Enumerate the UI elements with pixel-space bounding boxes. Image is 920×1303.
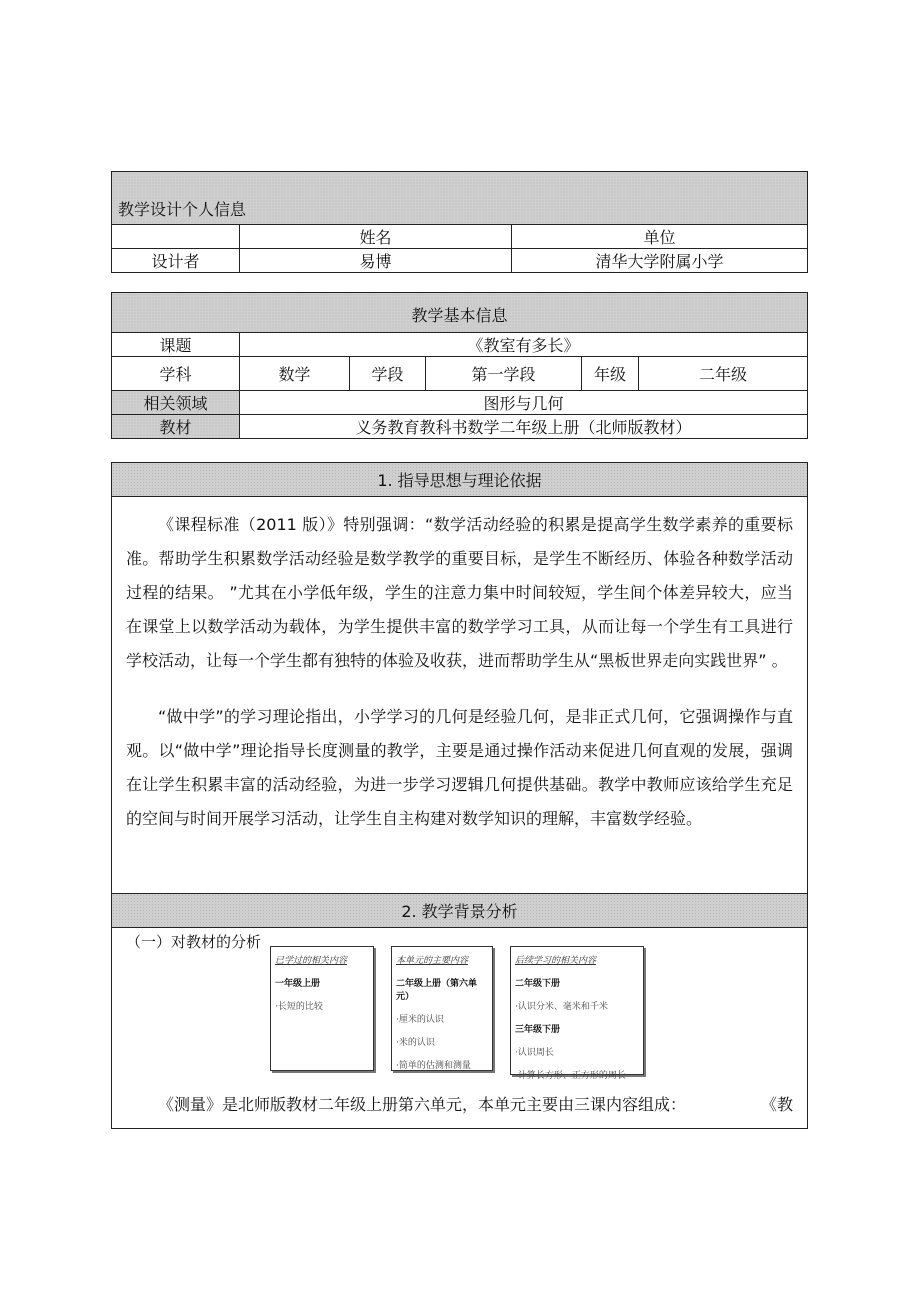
basic-info-header: 教学基本信息 bbox=[112, 293, 808, 333]
unit-content-item: ·厘米的认识 bbox=[396, 1015, 444, 1025]
topic-label: 课题 bbox=[112, 333, 240, 357]
future-content-grade: 二年级下册 bbox=[515, 979, 561, 989]
unit-column-header: 单位 bbox=[512, 225, 808, 249]
designer-unit: 清华大学附属小学 bbox=[512, 249, 808, 273]
prior-content-box bbox=[270, 946, 374, 1071]
section1-paragraph-1: 《课程标准（2011 版）》特别强调：“数学活动经验的积累是提高学生数学素养的重要标准。帮助学生积累数学活动经验是数学教学的重要目标，是学生不断经历、体验各种数学活动过程的结果。 ”尤其在小学低年级，学生的注意力集中时间较短，学生间个体差异较大，应当在课堂上以数学活动为载体，为学生提供丰富的数学学习工具，从而让每一个学生有工具进行学校活动，让每一个学生都有独特的体验及收获，进而帮助学生从“黑板世界走向实践世界” 。 bbox=[126, 515, 793, 670]
unit-content-item: ·简单的估测和测量 bbox=[396, 1061, 471, 1071]
unit-content-title: 本单元的主要内容 bbox=[396, 956, 469, 966]
section2-header: 2. 教学背景分析 bbox=[112, 893, 807, 928]
unit-content-box bbox=[391, 946, 493, 1071]
grade-label: 年级 bbox=[582, 357, 639, 391]
future-content-title: 后续学习的相关内容 bbox=[515, 956, 597, 966]
future-content-box bbox=[510, 946, 644, 1081]
prior-content-grade: 一年级上册 bbox=[275, 979, 321, 989]
future-content-item: ·认识分米、毫米和千米 bbox=[515, 1002, 608, 1012]
unit-content-item: ·米的认识 bbox=[396, 1038, 435, 1048]
subject-label: 学科 bbox=[112, 357, 240, 391]
teaching-design-sections bbox=[111, 462, 808, 1129]
stage-label: 学段 bbox=[350, 357, 426, 391]
stage-value: 第一学段 bbox=[426, 357, 582, 391]
future-content-item: ·计算长方形、正方形的周长 bbox=[515, 1071, 626, 1081]
section2-paragraph-text: 《测量》是北师版教材二年级上册第六单元，本单元主要由三课内容组成： bbox=[158, 1095, 687, 1114]
domain-label: 相关领域 bbox=[112, 391, 240, 415]
personal-info-header: 教学设计个人信息 bbox=[112, 172, 808, 225]
grade-value: 二年级 bbox=[639, 357, 808, 391]
textbook-label: 教材 bbox=[112, 415, 240, 439]
unit-content-grade: 二年级上册（第六单元） bbox=[396, 979, 478, 1002]
section2-paragraph-continuation: 《教 bbox=[760, 1095, 793, 1114]
prior-content-title: 已学过的相关内容 bbox=[275, 956, 348, 966]
personal-info-table bbox=[111, 171, 808, 273]
subsection-textbook-analysis: （一）对教材的分析 bbox=[126, 933, 262, 951]
section2-paragraph bbox=[126, 1093, 793, 1117]
section1-paragraph-2: “做中学”的学习理论指出，小学学习的几何是经验几何，是非正式几何，它强调操作与直观。以“做中学”理论指导长度测量的教学，主要是通过操作活动来促进几何直观的发展，强调在让学生积累丰富的活动经验，为进一步学习逻辑几何提供基础。教学中教师应该给学生充足的空间与时间开展学习活动，让学生自主构建对数学知识的理解，丰富数学经验。 bbox=[126, 707, 793, 828]
subject-value: 数学 bbox=[240, 357, 350, 391]
section-guiding-thought bbox=[112, 463, 807, 836]
future-content-item: ·认识周长 bbox=[515, 1048, 554, 1058]
topic-value: 《教室有多长》 bbox=[240, 333, 808, 357]
designer-name: 易博 bbox=[240, 249, 512, 273]
empty-cell bbox=[112, 225, 240, 249]
future-content-grade-2: 三年级下册 bbox=[515, 1025, 561, 1035]
basic-info-table bbox=[111, 292, 808, 439]
domain-value: 图形与几何 bbox=[240, 391, 808, 415]
name-column-header: 姓名 bbox=[240, 225, 512, 249]
section1-header: 1. 指导思想与理论依据 bbox=[112, 463, 807, 497]
prior-content-item: ·长短的比较 bbox=[275, 1002, 323, 1012]
role-label: 设计者 bbox=[112, 249, 240, 273]
textbook-value: 义务教育教科书数学二年级上册（北师版教材） bbox=[240, 415, 808, 439]
